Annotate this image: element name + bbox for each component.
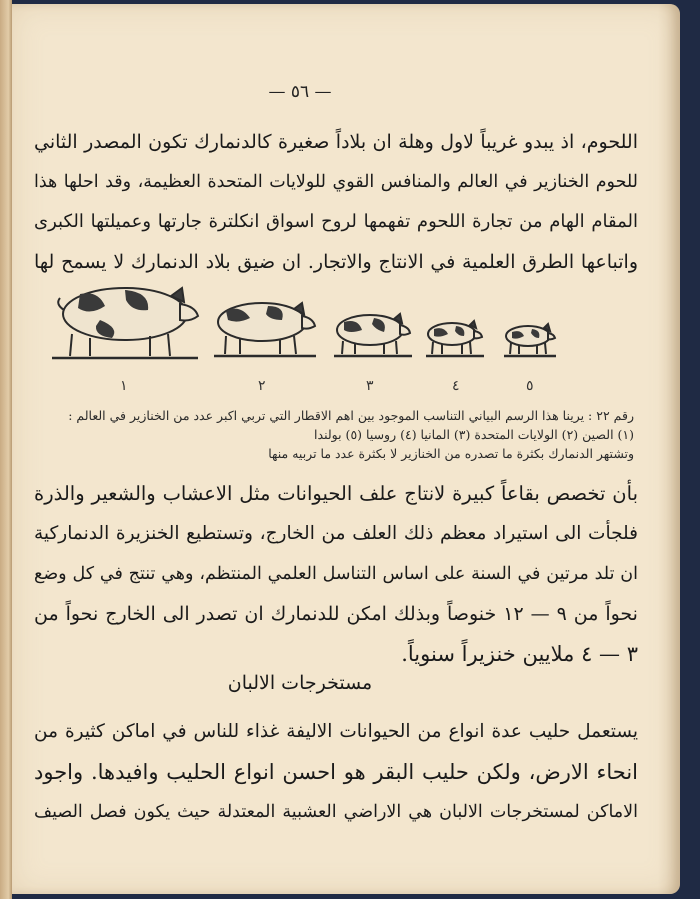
section-heading: مستخرجات الالبان — [227, 672, 373, 694]
paragraph-line: ٣ — ٤ ملايين خنزيراً سنوياً. — [401, 642, 638, 666]
paragraph-line: الاماكن لمستخرجات الالبان هي الاراضي العشبية المعتدلة حيث يكون فصل الصيف — [34, 802, 638, 822]
caption-line: (١) الصين (٢) الولايات المتحدة (٣) المانيا (٤) روسيا (٥) بولندا — [314, 427, 634, 442]
pig-icon-1 — [52, 288, 198, 358]
paragraph-line: اللحوم، اذ يبدو غريباً لاول وهلة ان بلاداً صغيرة كالدنمارك تكون المصدر الثاني — [34, 131, 638, 153]
paragraph-line: ان تلد مرتين في السنة على اساس التناسل العلمي المنتظم، وهي تنتج في كل وضع — [34, 564, 638, 584]
paragraph-1 — [34, 122, 638, 282]
paragraph-3 — [34, 712, 638, 832]
paragraph-line: انحاء الارض، ولكن حليب البقر هو احسن انواع الحليب وافيدها. واجود — [34, 760, 638, 784]
pig-icon-4 — [426, 321, 484, 356]
caption-line: وتشتهر الدنمارك بكثرة ما تصدره من الخنازير لا بكثرة عدد ما تربيه منها — [268, 446, 634, 461]
caption-line: رقم ٢٢ : يرينا هذا الرسم البياني التناسب الموجود بين اهم الاقطار التي تربي اكبر عدد من الخنازير في العالم : — [68, 408, 634, 423]
pig-icon-3 — [334, 314, 412, 356]
paragraph-line: المقام الهام من تجارة اللحوم تفهمها لروح اسواق انكلترة جارتها وعميلتها الكبرى — [34, 211, 638, 232]
figure-number: ١ — [120, 378, 128, 394]
paragraph-line: نحواً من ٩ — ١٢ خنوصاً وبذلك امكن للدنمارك ان تصدر الى الخارج نحواً من — [34, 603, 638, 625]
figure-number: ٢ — [258, 378, 266, 394]
figure-number: ٥ — [526, 378, 534, 394]
paragraph-line: بأن تخصص بقاعاً كبيرة لانتاج علف الحيوانات مثل الاعشاب والشعير والذرة — [34, 482, 638, 505]
pig-icon-2 — [214, 303, 316, 356]
paragraph-line: للحوم الخنازير في العالم والمنافس القوي للولايات المتحدة العظيمة، وقد احلها هذا — [34, 172, 638, 192]
figure-numbers — [40, 378, 570, 400]
paragraph-line: فلجأت الى استيراد معظم ذلك العلف من الخارج، وتستطيع الخنزيرة الدنماركية — [34, 523, 638, 544]
paragraph-line: يستعمل حليب عدة انواع من الحيوانات الاليفة غذاء للناس في اماكن كثيرة من — [34, 721, 638, 742]
page-number: — ٥٦ — — [268, 82, 332, 102]
paragraph-2 — [34, 474, 638, 674]
figure-caption — [34, 406, 634, 463]
pig-icon-5 — [504, 324, 556, 356]
paragraph-line: واتباعها الطرق العلمية في الانتاج والاتجار. ان ضيق بلاد الدنمارك لا يسمح لها — [34, 251, 638, 273]
figure-number: ٣ — [366, 378, 374, 394]
book-binding-edge — [0, 0, 12, 899]
figure-number: ٤ — [452, 378, 460, 394]
page-edge-shadow — [658, 4, 680, 894]
